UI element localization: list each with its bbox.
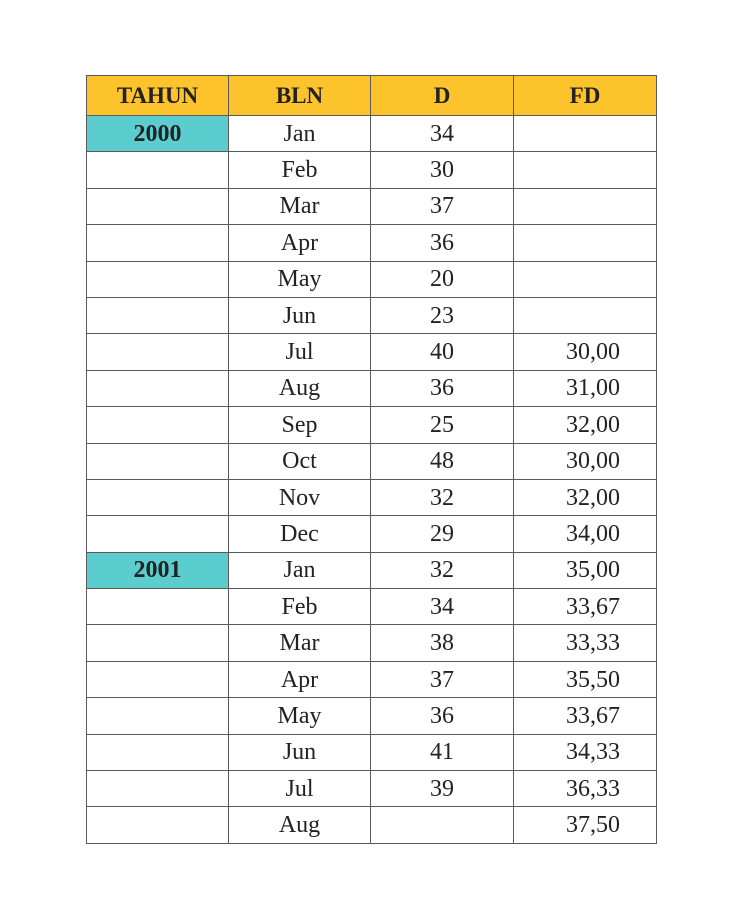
cell-bln: Apr	[229, 661, 371, 697]
table-row	[87, 734, 657, 770]
cell-tahun	[87, 297, 229, 333]
cell-tahun	[87, 734, 229, 770]
cell-d: 41	[371, 734, 514, 770]
cell-bln: Nov	[229, 479, 371, 515]
cell-tahun	[87, 625, 229, 661]
table-row	[87, 589, 657, 625]
cell-tahun	[87, 516, 229, 552]
cell-bln: Jun	[229, 297, 371, 333]
cell-fd: 32,00	[514, 479, 657, 515]
cell-d: 36	[371, 370, 514, 406]
cell-tahun	[87, 807, 229, 843]
cell-fd	[514, 152, 657, 188]
table-row	[87, 516, 657, 552]
cell-tahun	[87, 334, 229, 370]
table-row	[87, 261, 657, 297]
cell-fd: 33,67	[514, 698, 657, 734]
cell-d: 23	[371, 297, 514, 333]
cell-bln: Mar	[229, 625, 371, 661]
cell-fd: 30,00	[514, 334, 657, 370]
cell-fd	[514, 116, 657, 152]
table-row	[87, 479, 657, 515]
forecast-table	[86, 75, 657, 844]
cell-d: 40	[371, 334, 514, 370]
cell-d: 36	[371, 698, 514, 734]
cell-tahun	[87, 188, 229, 224]
table-row	[87, 771, 657, 807]
cell-bln: Oct	[229, 443, 371, 479]
cell-d: 29	[371, 516, 514, 552]
cell-tahun	[87, 225, 229, 261]
table-row	[87, 443, 657, 479]
cell-tahun	[87, 661, 229, 697]
table-row	[87, 188, 657, 224]
cell-bln: Aug	[229, 370, 371, 406]
cell-bln: Aug	[229, 807, 371, 843]
table-row	[87, 552, 657, 588]
header-tahun: TAHUN	[87, 76, 229, 116]
cell-bln: Sep	[229, 407, 371, 443]
table-body	[87, 116, 657, 844]
table-row	[87, 370, 657, 406]
cell-d: 34	[371, 116, 514, 152]
cell-d	[371, 807, 514, 843]
cell-d: 37	[371, 661, 514, 697]
cell-tahun: 2001	[87, 552, 229, 588]
cell-d: 32	[371, 479, 514, 515]
table-row	[87, 407, 657, 443]
cell-bln: May	[229, 261, 371, 297]
table-row	[87, 225, 657, 261]
cell-fd: 33,33	[514, 625, 657, 661]
cell-fd	[514, 225, 657, 261]
table-row	[87, 334, 657, 370]
cell-fd: 36,33	[514, 771, 657, 807]
table-row	[87, 116, 657, 152]
cell-d: 30	[371, 152, 514, 188]
cell-d: 37	[371, 188, 514, 224]
cell-bln: Feb	[229, 589, 371, 625]
cell-fd: 31,00	[514, 370, 657, 406]
cell-fd	[514, 261, 657, 297]
cell-tahun	[87, 261, 229, 297]
cell-d: 25	[371, 407, 514, 443]
table-row	[87, 698, 657, 734]
cell-fd: 34,33	[514, 734, 657, 770]
cell-bln: May	[229, 698, 371, 734]
table-row	[87, 661, 657, 697]
cell-fd	[514, 188, 657, 224]
cell-fd: 33,67	[514, 589, 657, 625]
table-row	[87, 297, 657, 333]
cell-tahun	[87, 152, 229, 188]
cell-fd: 37,50	[514, 807, 657, 843]
cell-bln: Jul	[229, 771, 371, 807]
cell-bln: Jan	[229, 552, 371, 588]
cell-tahun	[87, 370, 229, 406]
cell-tahun	[87, 698, 229, 734]
cell-bln: Jun	[229, 734, 371, 770]
cell-d: 38	[371, 625, 514, 661]
cell-bln: Dec	[229, 516, 371, 552]
cell-fd	[514, 297, 657, 333]
cell-bln: Jul	[229, 334, 371, 370]
cell-tahun	[87, 443, 229, 479]
cell-bln: Mar	[229, 188, 371, 224]
cell-fd: 34,00	[514, 516, 657, 552]
table-row	[87, 807, 657, 843]
table-row	[87, 152, 657, 188]
cell-d: 34	[371, 589, 514, 625]
cell-tahun	[87, 771, 229, 807]
cell-fd: 35,00	[514, 552, 657, 588]
cell-bln: Feb	[229, 152, 371, 188]
cell-fd: 30,00	[514, 443, 657, 479]
cell-d: 20	[371, 261, 514, 297]
table-header-row	[87, 76, 657, 116]
cell-tahun: 2000	[87, 116, 229, 152]
cell-fd: 35,50	[514, 661, 657, 697]
header-d: D	[371, 76, 514, 116]
cell-bln: Jan	[229, 116, 371, 152]
cell-d: 36	[371, 225, 514, 261]
cell-bln: Apr	[229, 225, 371, 261]
cell-d: 48	[371, 443, 514, 479]
header-bln: BLN	[229, 76, 371, 116]
cell-tahun	[87, 407, 229, 443]
cell-fd: 32,00	[514, 407, 657, 443]
cell-tahun	[87, 479, 229, 515]
cell-d: 32	[371, 552, 514, 588]
cell-d: 39	[371, 771, 514, 807]
header-fd: FD	[514, 76, 657, 116]
cell-tahun	[87, 589, 229, 625]
table-row	[87, 625, 657, 661]
